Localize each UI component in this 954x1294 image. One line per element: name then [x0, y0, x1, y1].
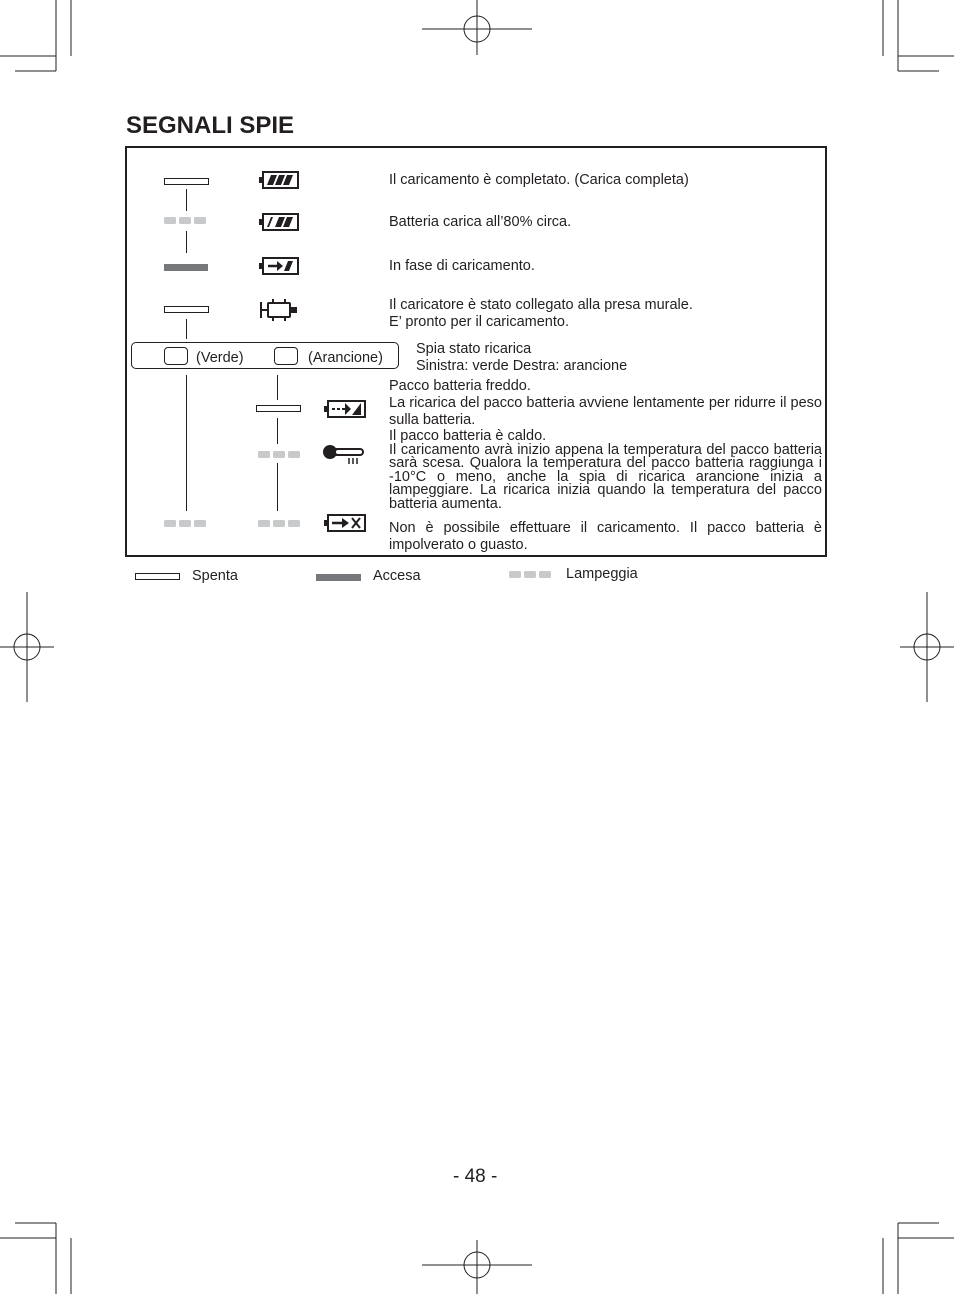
lamp-off-indicator	[164, 306, 209, 313]
lamp-blinking-indicator	[258, 451, 300, 458]
legend-blinking-label: Lampeggia	[566, 566, 638, 582]
lamp-blinking-indicator	[258, 520, 300, 527]
connector-line	[277, 375, 278, 400]
page-title: SEGNALI SPIE	[126, 112, 295, 139]
page-number: - 48 -	[453, 1166, 498, 1187]
connector-line	[277, 463, 278, 511]
legend-on-sample	[316, 574, 361, 581]
battery-cold-icon	[323, 399, 367, 419]
row-description: Non è possibile effettuare il caricamento. Il pacco batteria è impolverato o guasto.	[389, 520, 822, 553]
row-description: Batteria carica all’80% circa.	[389, 214, 572, 230]
connector-line	[186, 231, 187, 253]
orange-lamp-swatch	[274, 347, 298, 365]
connector-line	[186, 319, 187, 339]
lamp-off-indicator	[256, 405, 301, 412]
plug-icon	[258, 297, 300, 323]
legend-blinking-sample	[509, 571, 551, 578]
row-description: Il caricatore è stato collegato alla presa murale. E’ pronto per il caricamento.	[389, 297, 693, 330]
connector-line	[186, 375, 187, 511]
row-description: Il caricamento è completato. (Carica completa)	[389, 172, 689, 188]
row-description: Il pacco batteria è caldo. Il caricamento avrà inizio appena la temperatura del pacco batteria sarà scesa. Qualora la temperatura del pacco batteria raggiunga i -10°C o meno, anche la spia di ricarica arancione inizia a lampeggiare. La ricarica inizia quando la temperatura del pacco batteria aumenta.	[389, 428, 822, 512]
legend-on-label: Accesa	[373, 568, 421, 584]
battery-80-icon	[258, 212, 300, 232]
connector-line	[277, 418, 278, 444]
orange-lamp-label: (Arancione)	[308, 350, 383, 366]
lamp-legend-text: Spia stato ricarica Sinistra: verde Destra: arancione	[416, 341, 628, 374]
row-description: In fase di caricamento.	[389, 258, 535, 274]
lamp-on-indicator	[164, 264, 208, 271]
thermometer-icon	[322, 442, 368, 466]
lamp-blinking-indicator	[164, 520, 206, 527]
cold-description-text: Pacco batteria freddo. La ricarica del pacco batteria avviene lentamente per ridurre il peso sulla batteria.	[389, 378, 822, 428]
lamp-blinking-indicator	[164, 217, 206, 224]
connector-line	[186, 189, 187, 211]
legend-off-sample	[135, 573, 180, 580]
lamp-off-indicator	[164, 178, 209, 185]
row-description	[389, 378, 822, 429]
battery-full-icon	[258, 170, 300, 190]
green-lamp-swatch	[164, 347, 188, 365]
green-lamp-label: (Verde)	[196, 350, 244, 366]
battery-error-icon	[323, 513, 367, 533]
battery-charging-icon	[258, 256, 300, 276]
legend-off-label: Spenta	[192, 568, 238, 584]
